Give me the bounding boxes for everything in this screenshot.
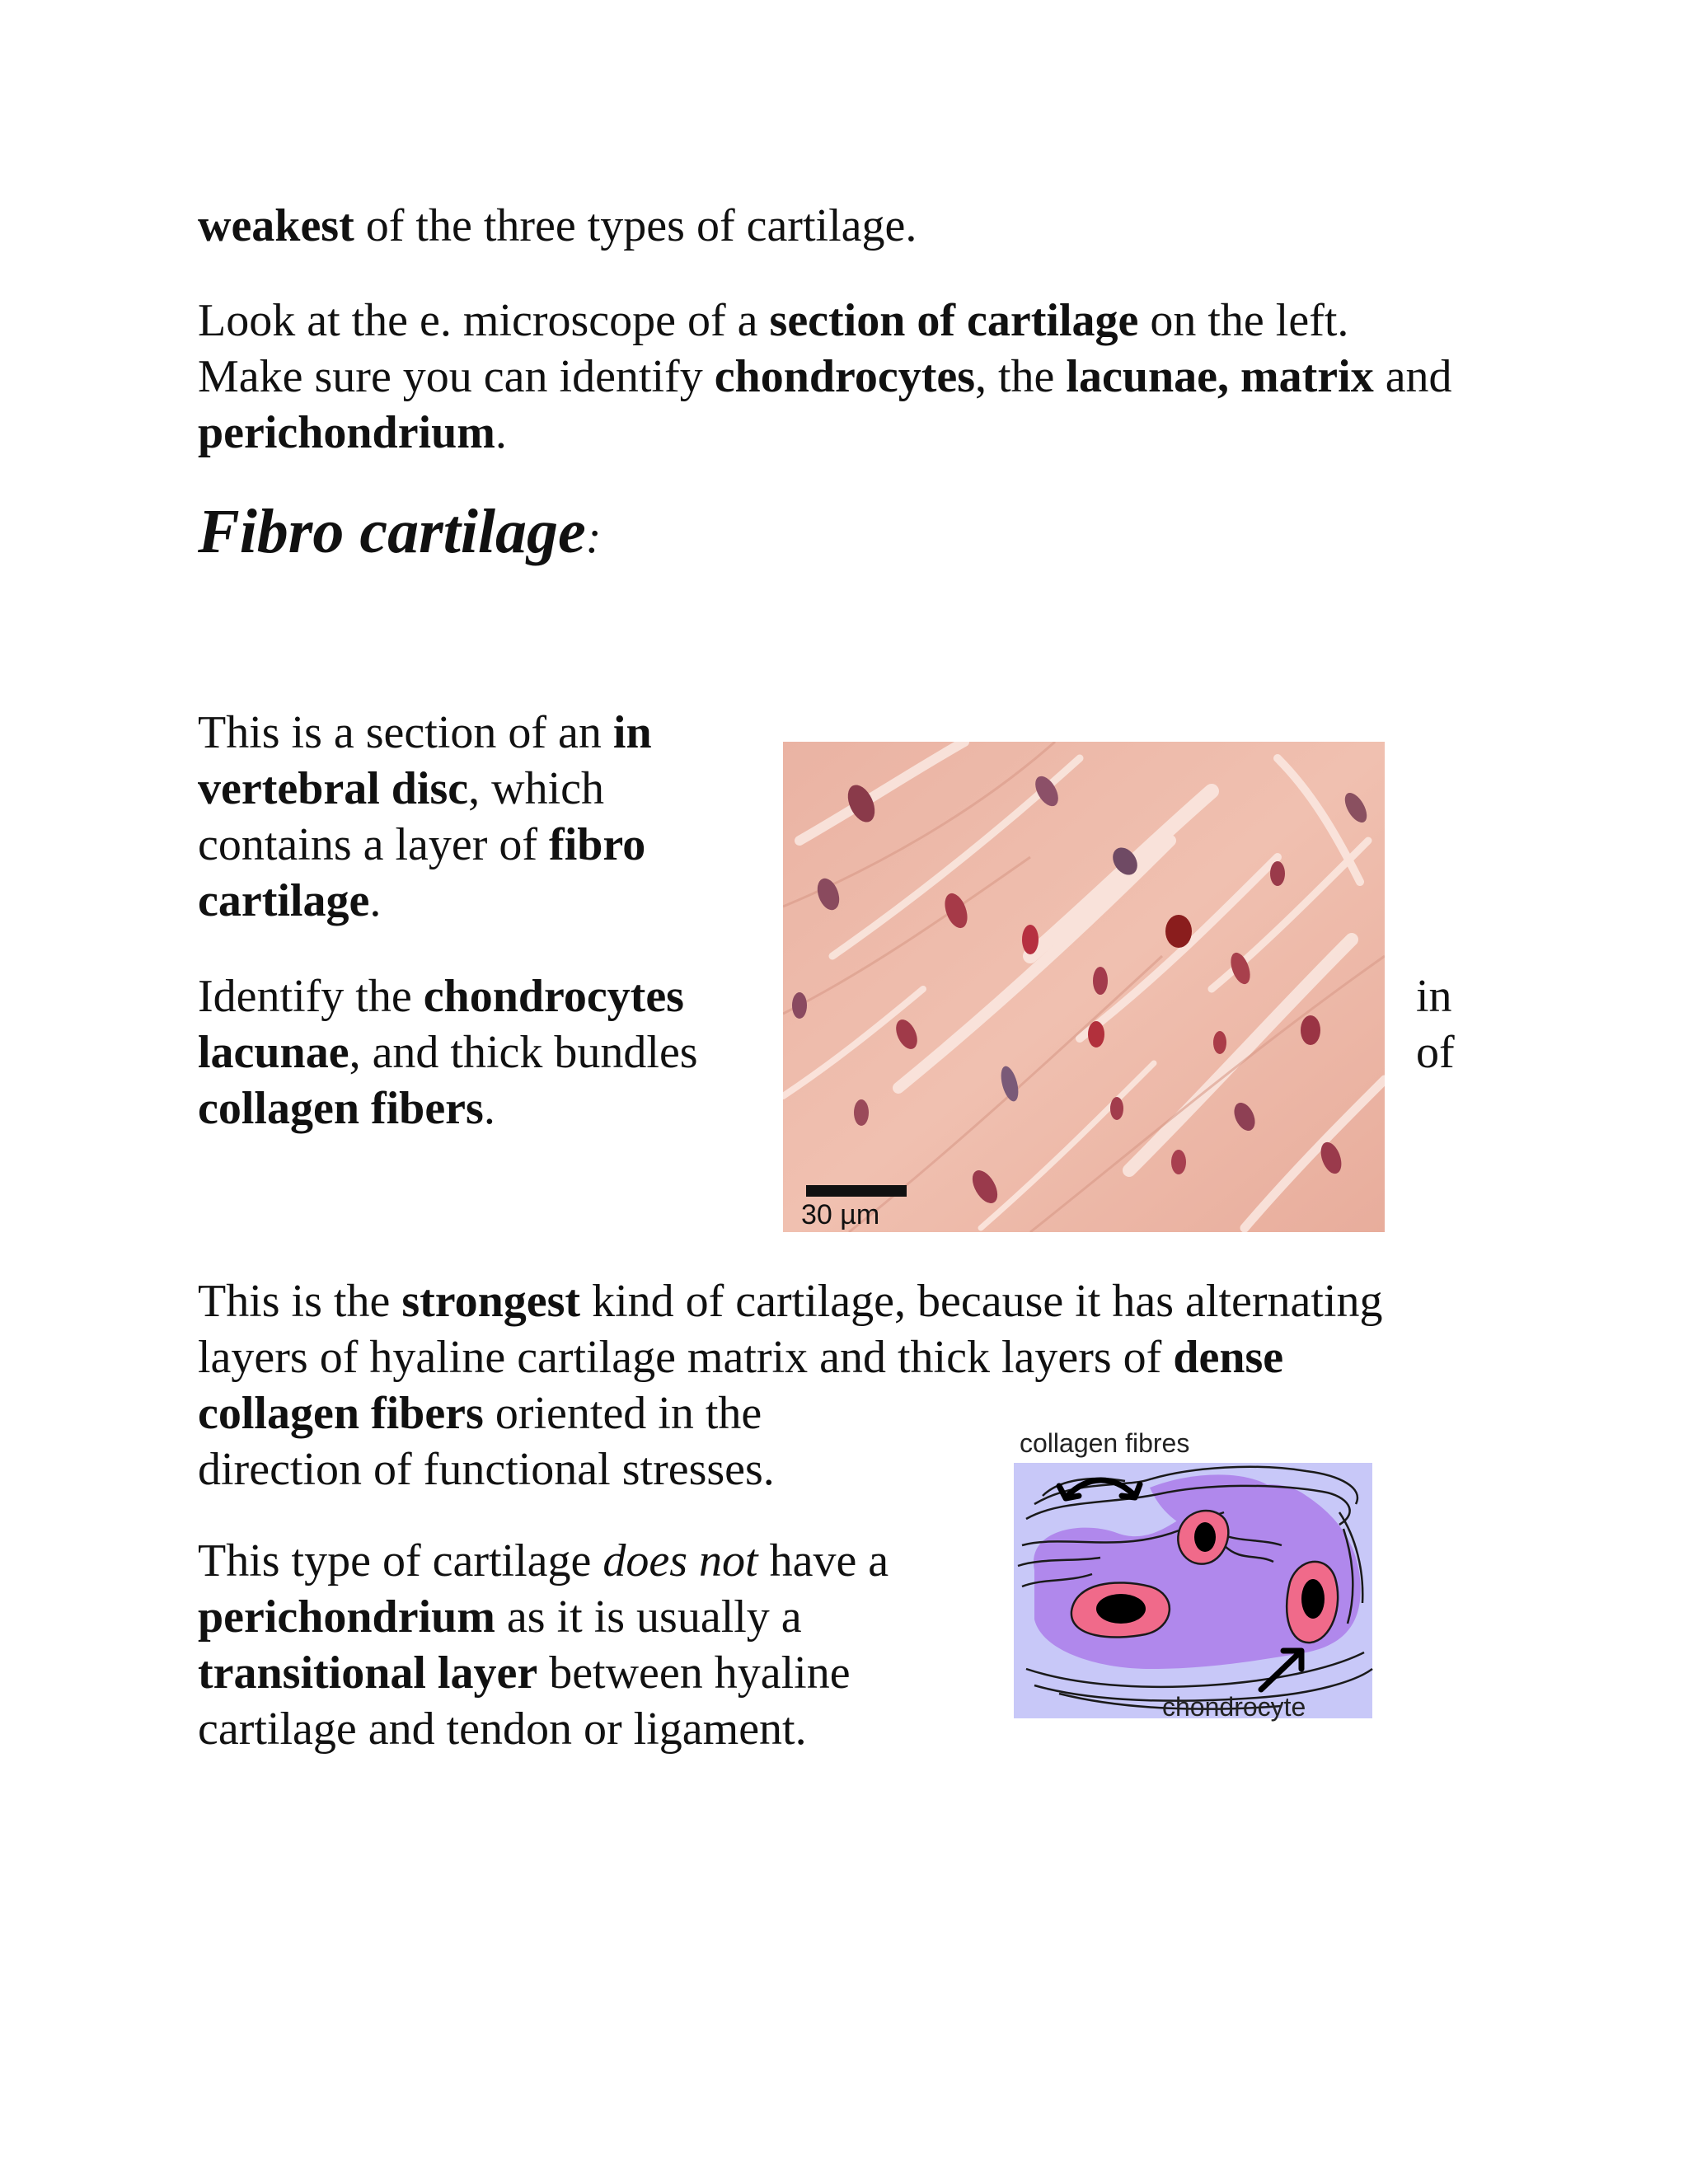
paragraph-weakest: weakest of the three types of cartilage. xyxy=(198,200,917,251)
fibrocartilage-micrograph xyxy=(783,742,1385,1232)
label-chondrocyte: chondrocyte xyxy=(1162,1692,1306,1722)
scale-bar-label: 30 µm xyxy=(801,1199,880,1230)
justified-word-of: of xyxy=(1416,1027,1455,1078)
paragraph-section-of-cartilage: Look at the e. microscope of a section of cartilage on the left. Make sure you can identify chondrocytes, the lacunae, matrix and perichondrium. xyxy=(198,295,1452,458)
paragraph-identify-chondrocytes: Identify the chondrocytes lacunae, and thick bundles collagen fibers. xyxy=(198,971,698,1134)
chondrocyte-top-nucleus xyxy=(1194,1522,1216,1552)
paragraph-no-perichondrium: This type of cartilage does not have a perichondrium as it is usually a transitional layer between hyaline cartilage and tendon or ligament. xyxy=(198,1535,889,1755)
justified-word-in: in xyxy=(1416,971,1452,1022)
fibrocartilage-diagram xyxy=(1010,1422,1381,1731)
label-collagen-fibres: collagen fibres xyxy=(1020,1428,1190,1458)
chondrocyte-left-nucleus xyxy=(1096,1594,1146,1624)
paragraph-intervertebral-disc: This is a section of an in vertebral disc, which contains a layer of fibro cartilage. xyxy=(198,707,652,926)
paragraph-strongest: This is the strongest kind of cartilage, because it has alternating layers of hyaline cartilage matrix and thick layers of dense collagen fibers oriented in the direction of functional stresses. xyxy=(198,1276,1383,1495)
chondrocyte-right-nucleus xyxy=(1301,1579,1325,1619)
section-heading-fibro-cartilage: Fibro cartilage: xyxy=(198,497,602,566)
